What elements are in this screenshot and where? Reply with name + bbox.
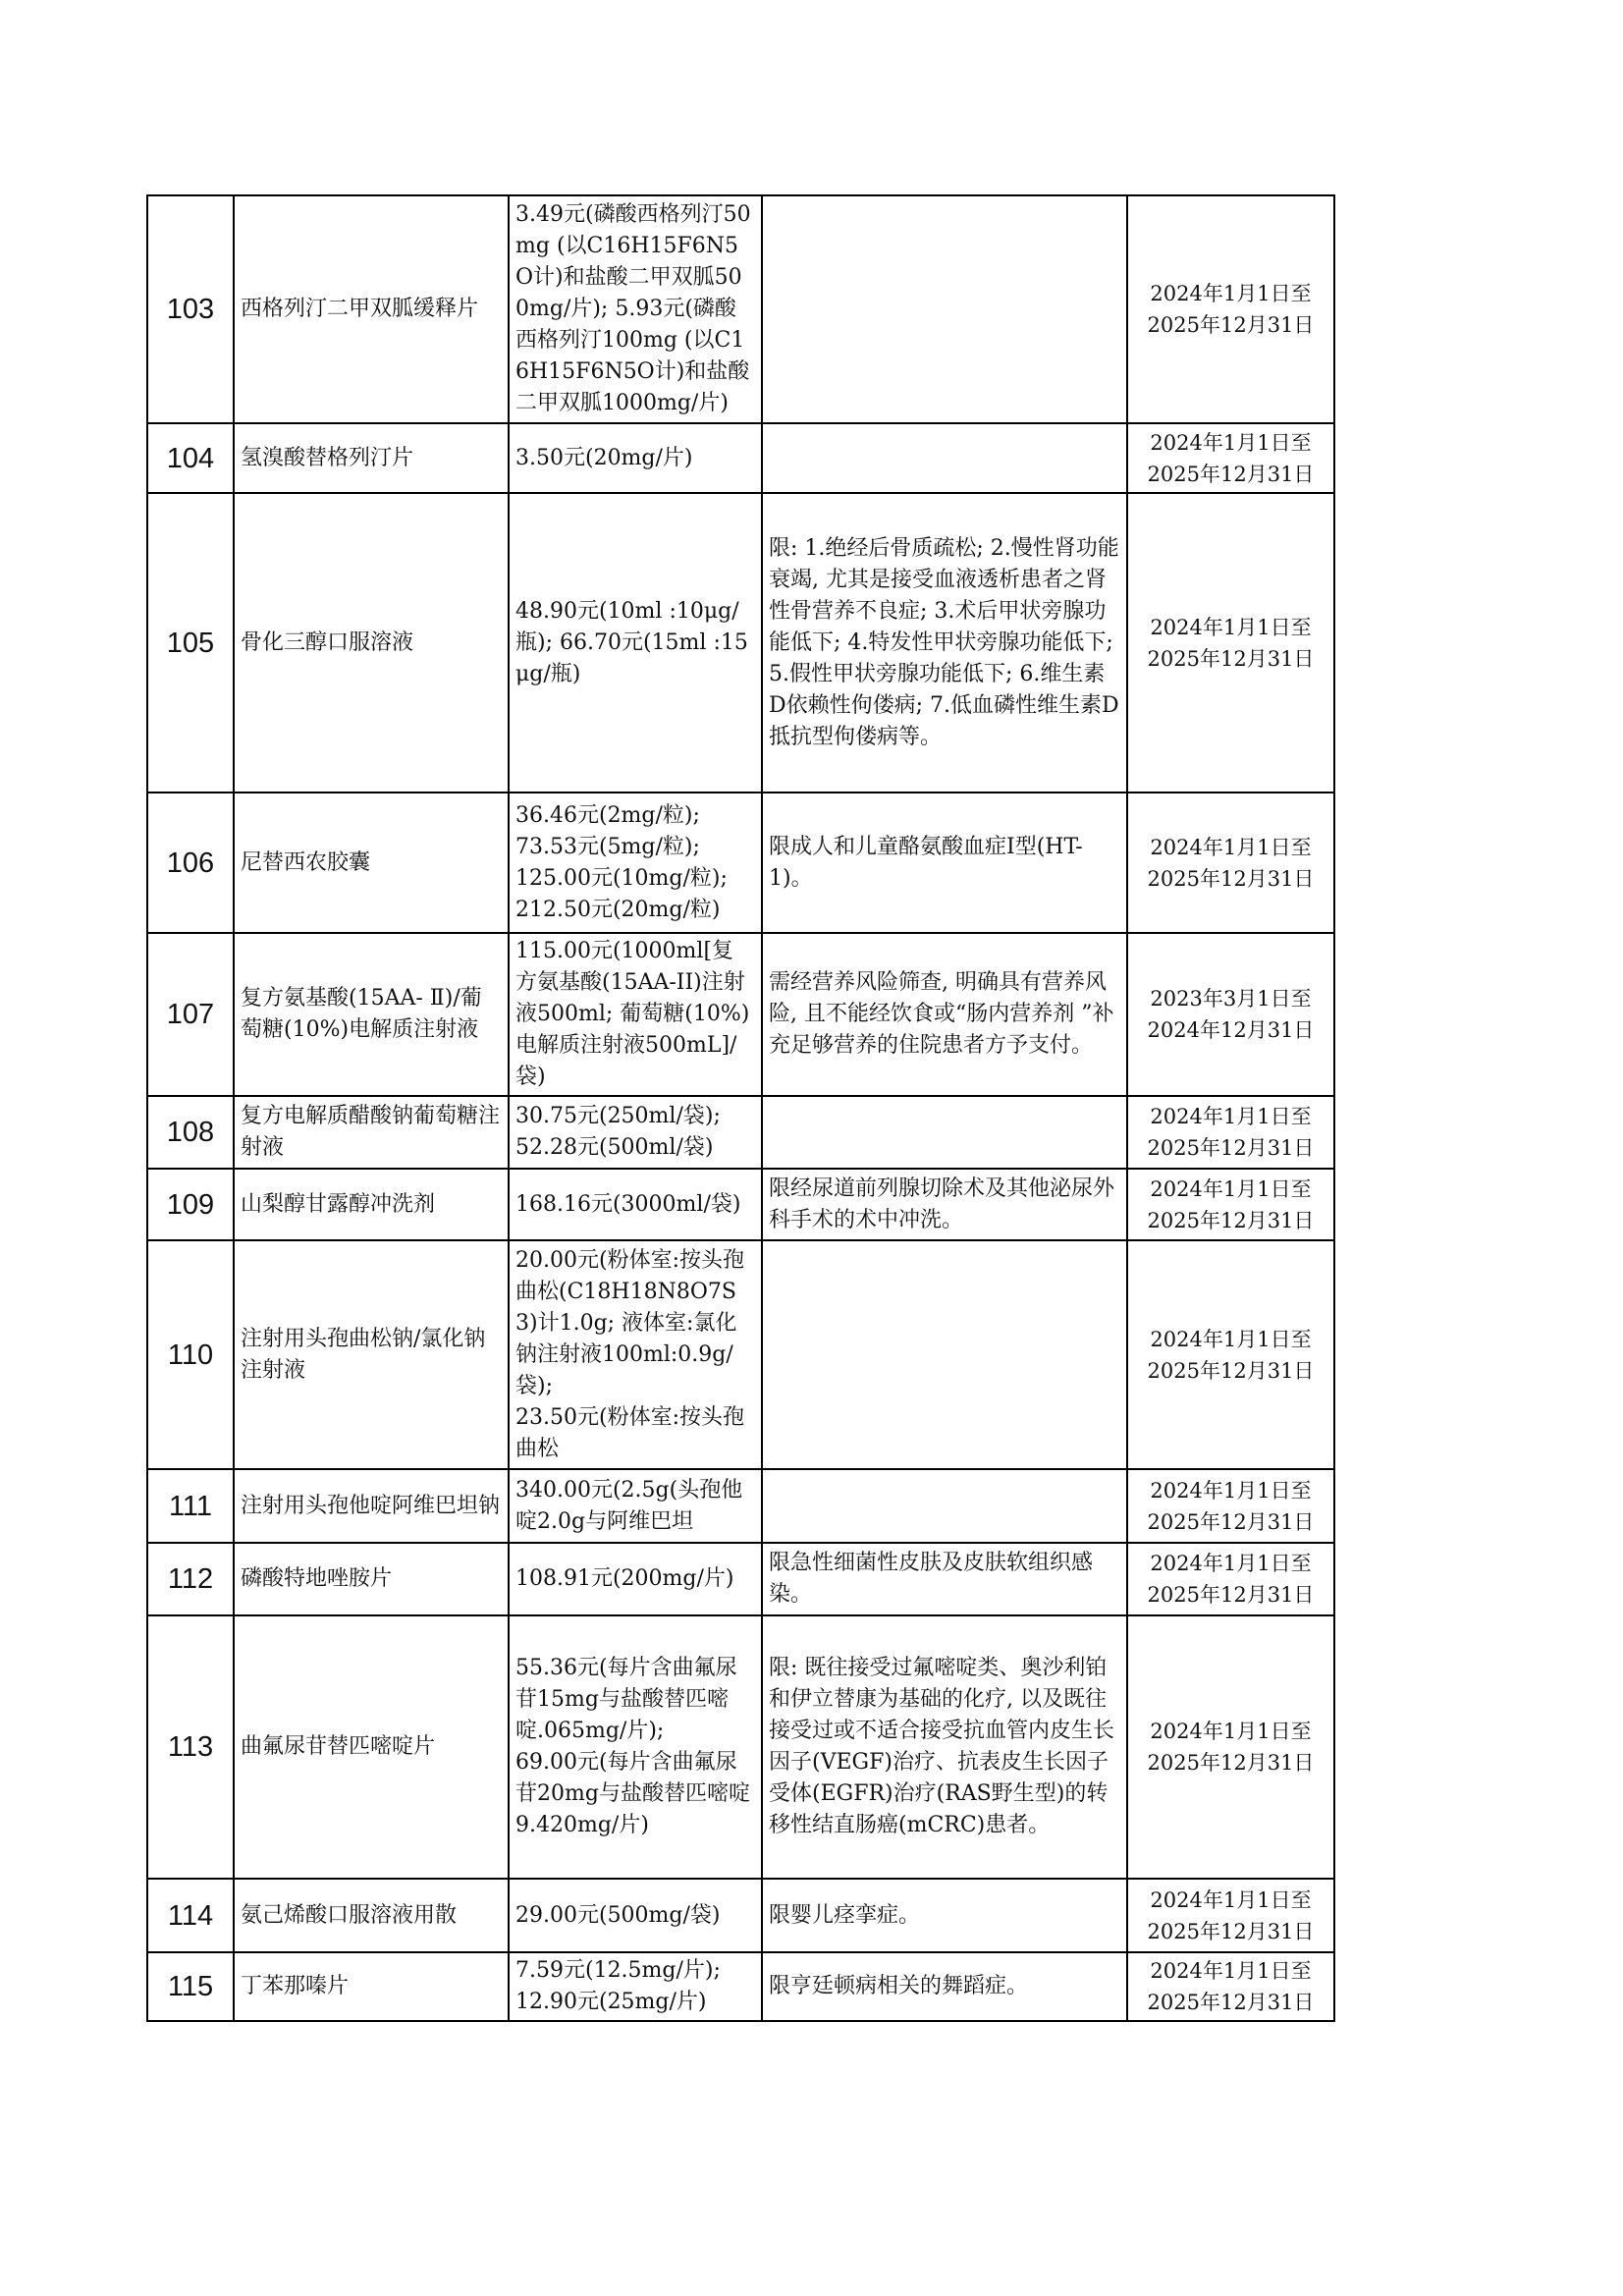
- price-cell: [509, 1169, 762, 1240]
- validity-text: 2024年1月1日至 2025年12月31日: [1147, 1959, 1315, 2014]
- validity-period: [1127, 1240, 1334, 1469]
- price-text: 108.91元(200mg/片): [515, 1566, 734, 1591]
- price-text: 29.00元(500mg/袋): [515, 1902, 721, 1928]
- restriction-cell: [762, 1952, 1127, 2021]
- table-row: [147, 1615, 1334, 1879]
- price-cell: [509, 933, 762, 1096]
- row-number: 113: [147, 1615, 234, 1879]
- price-cell: [509, 423, 762, 493]
- price-cell: [509, 1240, 762, 1469]
- drug-name: 丁苯那嗪片: [234, 1952, 509, 2021]
- restriction-text: 限急性细菌性皮肤及皮肤软组织感染。: [769, 1551, 1094, 1607]
- restriction-cell: [762, 933, 1127, 1096]
- drug-name: 复方电解质醋酸钠葡萄糖注射液: [234, 1096, 509, 1169]
- drug-name: 西格列汀二甲双胍缓释片: [234, 195, 509, 423]
- restriction-cell: [762, 493, 1127, 793]
- validity-text: 2024年1月1日至 2025年12月31日: [1147, 1105, 1315, 1160]
- validity-period: [1127, 493, 1334, 793]
- table-row: [147, 1879, 1334, 1952]
- row-number: 115: [147, 1952, 234, 2021]
- validity-period: [1127, 423, 1334, 493]
- price-cell: [509, 1879, 762, 1952]
- validity-period: [1127, 1169, 1334, 1240]
- row-number: 106: [147, 793, 234, 933]
- price-cell: [509, 493, 762, 793]
- row-number: 111: [147, 1469, 234, 1543]
- table-row: [147, 933, 1334, 1096]
- validity-text: 2024年1月1日至 2025年12月31日: [1147, 835, 1315, 891]
- price-text: 3.50元(20mg/片): [515, 445, 693, 470]
- restriction-text: 限成人和儿童酪氨酸血症Ⅰ型(HT-1)。: [769, 834, 1083, 891]
- drug-name: 氢溴酸替格列汀片: [234, 423, 509, 493]
- restriction-cell: [762, 1096, 1127, 1169]
- validity-period: [1127, 1096, 1334, 1169]
- drug-name: 尼替西农胶囊: [234, 793, 509, 933]
- drug-name: 骨化三醇口服溶液: [234, 493, 509, 793]
- price-text: 340.00元(2.5g(头孢他啶2.0g与阿维巴坦: [515, 1477, 743, 1534]
- table-row: [147, 1240, 1334, 1469]
- restriction-cell: [762, 195, 1127, 423]
- validity-period: [1127, 793, 1334, 933]
- validity-text: 2024年1月1日至 2025年12月31日: [1147, 1478, 1315, 1534]
- drug-name: 复方氨基酸(15AA- Ⅱ)/葡萄糖(10%)电解质注射液: [234, 933, 509, 1096]
- validity-text: 2024年1月1日至 2025年12月31日: [1147, 430, 1315, 486]
- validity-text: 2024年1月1日至 2025年12月31日: [1147, 1887, 1315, 1943]
- row-number: 103: [147, 195, 234, 423]
- price-text: 48.90元(10ml :10μg/瓶); 66.70元(15ml :15μg/瓶): [515, 598, 748, 686]
- price-text: 55.36元(每片含曲氟尿苷15mg与盐酸替匹嘧啶.065mg/片); 69.00元(每片含曲氟尿苷20mg与盐酸替匹嘧啶9.420mg/片): [515, 1656, 750, 1837]
- price-text: 36.46元(2mg/粒); 73.53元(5mg/粒); 125.00元(10mg/粒); 212.50元(20mg/粒): [515, 802, 728, 922]
- price-cell: [509, 195, 762, 423]
- validity-text: 2024年1月1日至 2025年12月31日: [1147, 282, 1315, 337]
- row-number: 110: [147, 1240, 234, 1469]
- table-row: [147, 493, 1334, 793]
- restriction-cell: [762, 1469, 1127, 1543]
- validity-text: 2023年3月1日至 2024年12月31日: [1147, 987, 1315, 1042]
- price-text: 3.49元(磷酸西格列汀50mg (以C16H15F6N5O计)和盐酸二甲双胍500mg/片); 5.93元(磷酸西格列汀100mg (以C16H15F6N5O计)和盐酸二甲双胍1000mg/片): [515, 202, 751, 415]
- row-number: 114: [147, 1879, 234, 1952]
- restriction-text: 限亨廷顿病相关的舞蹈症。: [769, 1974, 1029, 1998]
- restriction-cell: [762, 793, 1127, 933]
- restriction-text: 需经营养风险筛查, 明确具有营养风险, 且不能经饮食或“肠内营养剂 ”补充足够营养的住院患者方予支付。: [769, 970, 1114, 1058]
- price-cell: [509, 1096, 762, 1169]
- restriction-text: 限: 既往接受过氟嘧啶类、奥沙利铂和伊立替康为基础的化疗, 以及既往接受过或不适合接受抗血管内皮生长因子(VEGF)治疗、抗表皮生长因子受体(EGFR)治疗(RAS野生型)的转移性结直肠癌(mCRC)患者。: [769, 1656, 1115, 1837]
- table-row: [147, 423, 1334, 493]
- validity-period: [1127, 933, 1334, 1096]
- restriction-cell: [762, 1169, 1127, 1240]
- price-cell: [509, 793, 762, 933]
- price-text: 30.75元(250ml/袋); 52.28元(500ml/袋): [515, 1104, 721, 1160]
- validity-text: 2024年1月1日至 2025年12月31日: [1147, 1327, 1315, 1383]
- validity-period: [1127, 1615, 1334, 1879]
- row-number: 104: [147, 423, 234, 493]
- price-cell: [509, 1952, 762, 2021]
- validity-period: [1127, 1879, 1334, 1952]
- restriction-cell: [762, 1543, 1127, 1615]
- price-text: 7.59元(12.5mg/片); 12.90元(25mg/片): [515, 1958, 721, 2014]
- drug-name: 注射用头孢曲松钠/氯化钠注射液: [234, 1240, 509, 1469]
- validity-period: [1127, 1543, 1334, 1615]
- table-body: [147, 195, 1334, 2021]
- drug-name: 氨己烯酸口服溶液用散: [234, 1879, 509, 1952]
- price-cell: [509, 1615, 762, 1879]
- validity-text: 2024年1月1日至 2025年12月31日: [1147, 1552, 1315, 1607]
- table-row: [147, 793, 1334, 933]
- validity-text: 2024年1月1日至 2025年12月31日: [1147, 1176, 1315, 1232]
- validity-period: [1127, 195, 1334, 423]
- drug-name: 注射用头孢他啶阿维巴坦钠: [234, 1469, 509, 1543]
- row-number: 108: [147, 1096, 234, 1169]
- table-row: [147, 1096, 1334, 1169]
- table-row: [147, 1469, 1334, 1543]
- table-row: [147, 195, 1334, 423]
- table-row: [147, 1543, 1334, 1615]
- table-row: [147, 1169, 1334, 1240]
- restriction-cell: [762, 1615, 1127, 1879]
- table-row: [147, 1952, 1334, 2021]
- price-text: 115.00元(1000ml[复方氨基酸(15AA-II)注射液500ml; 葡萄糖(10%)电解质注射液500mL]/袋): [515, 939, 750, 1089]
- drug-table: [146, 194, 1335, 2022]
- restriction-text: 限婴儿痉挛症。: [769, 1902, 921, 1928]
- drug-name: 磷酸特地唑胺片: [234, 1543, 509, 1615]
- row-number: 107: [147, 933, 234, 1096]
- row-number: 109: [147, 1169, 234, 1240]
- price-text: 168.16元(3000ml/袋): [515, 1191, 741, 1217]
- drug-name: 山梨醇甘露醇冲洗剂: [234, 1169, 509, 1240]
- validity-text: 2024年1月1日至 2025年12月31日: [1147, 1720, 1315, 1775]
- validity-text: 2024年1月1日至 2025年12月31日: [1147, 615, 1315, 671]
- restriction-cell: [762, 423, 1127, 493]
- price-cell: [509, 1469, 762, 1543]
- restriction-cell: [762, 1879, 1127, 1952]
- restriction-text: 限经尿道前列腺切除术及其他泌尿外科手术的术中冲洗。: [769, 1175, 1115, 1232]
- row-number: 112: [147, 1543, 234, 1615]
- drug-name: 曲氟尿苷替匹嘧啶片: [234, 1615, 509, 1879]
- price-text: 20.00元(粉体室:按头孢曲松(C18H18N8O7S3)计1.0g; 液体室:氯化钠注射液100ml:0.9g/袋); 23.50元(粉体室:按头孢曲松: [515, 1247, 744, 1461]
- price-cell: [509, 1543, 762, 1615]
- row-number: 105: [147, 493, 234, 793]
- restriction-cell: [762, 1240, 1127, 1469]
- restriction-text: 限: 1.绝经后骨质疏松; 2.慢性肾功能衰竭, 尤其是接受血液透析患者之肾性骨营养不良症; 3.术后甲状旁腺功能低下; 4.特发性甲状旁腺功能低下; 5.假性甲状旁腺功能低下; 6.维生素D依赖性佝偻病; 7.低血磷性维生素D抵抗型佝偻病等。: [769, 535, 1119, 749]
- validity-period: [1127, 1952, 1334, 2021]
- validity-period: [1127, 1469, 1334, 1543]
